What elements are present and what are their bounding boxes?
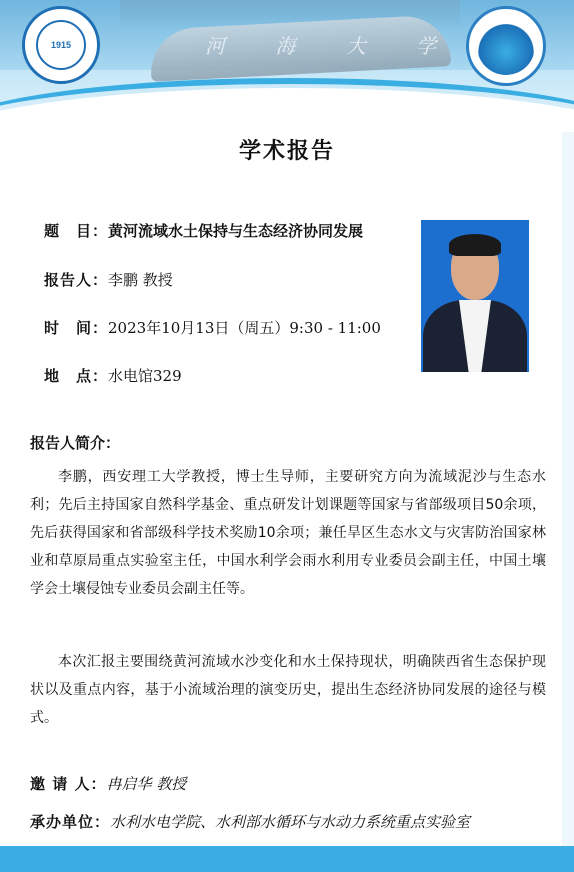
topic-value: 黄河流域水土保持与生态经济协同发展 — [108, 222, 364, 240]
inviter-label: 邀 请 人： — [30, 775, 107, 793]
inviter-row — [30, 773, 186, 794]
time-value: 2023年10月13日（周五）9:30 - 11:00 — [108, 319, 381, 337]
inviter-value: 冉启华 教授 — [106, 775, 187, 793]
bio-heading: 报告人简介： — [30, 434, 121, 452]
photo-hair — [449, 234, 501, 256]
place-value: 水电馆329 — [108, 367, 182, 385]
banner-stone-inscription: 河 海 大 学 — [205, 34, 459, 58]
place-label: 地 点： — [44, 367, 109, 385]
right-edge-strip — [562, 132, 574, 846]
topic-row — [44, 220, 363, 241]
emblem-wave — [477, 17, 535, 75]
place-row — [44, 365, 182, 386]
time-label: 时 间： — [44, 319, 109, 337]
bio-paragraph-2: 本次汇报主要围绕黄河流域水沙变化和水土保持现状，明确陕西省生态保护现状以及重点内容，基于小流域治理的演变历史，提出生态经济协同发展的途径与模式。 — [30, 654, 546, 726]
seal-year: 1915 — [36, 20, 86, 70]
header-banner — [0, 0, 574, 132]
page-title: 学术报告 — [238, 138, 335, 164]
college-emblem-icon — [466, 6, 546, 86]
topic-label: 题 目： — [44, 222, 109, 240]
university-seal-icon — [22, 6, 100, 84]
speaker-value: 李鹏 教授 — [108, 271, 173, 289]
host-row — [30, 811, 470, 832]
footer-bar — [0, 846, 574, 872]
host-value: 水利水电学院、水利部水循环与水动力系统重点实验室 — [110, 813, 471, 831]
host-label: 承办单位： — [30, 813, 111, 831]
banner-blue-curve — [0, 78, 574, 132]
bio-paragraph-1: 李鹏，西安理工大学教授，博士生导师，主要研究方向为流域泥沙与生态水利；先后主持国家自然科学基金、重点研发计划课题等国家与省部级项目50余项，先后获得国家和省部级科学技术奖励10余项；兼任旱区生态水文与灾害防治国家林业和草原局重点实验室主任，中国水利学会雨水利用专业委员会副主任，中国土壤学会土壤侵蚀专业委员会副主任等。 — [30, 469, 546, 597]
speaker-photo — [421, 220, 529, 372]
speaker-label: 报告人： — [44, 271, 109, 289]
time-row — [44, 317, 381, 338]
speaker-row — [44, 269, 173, 290]
